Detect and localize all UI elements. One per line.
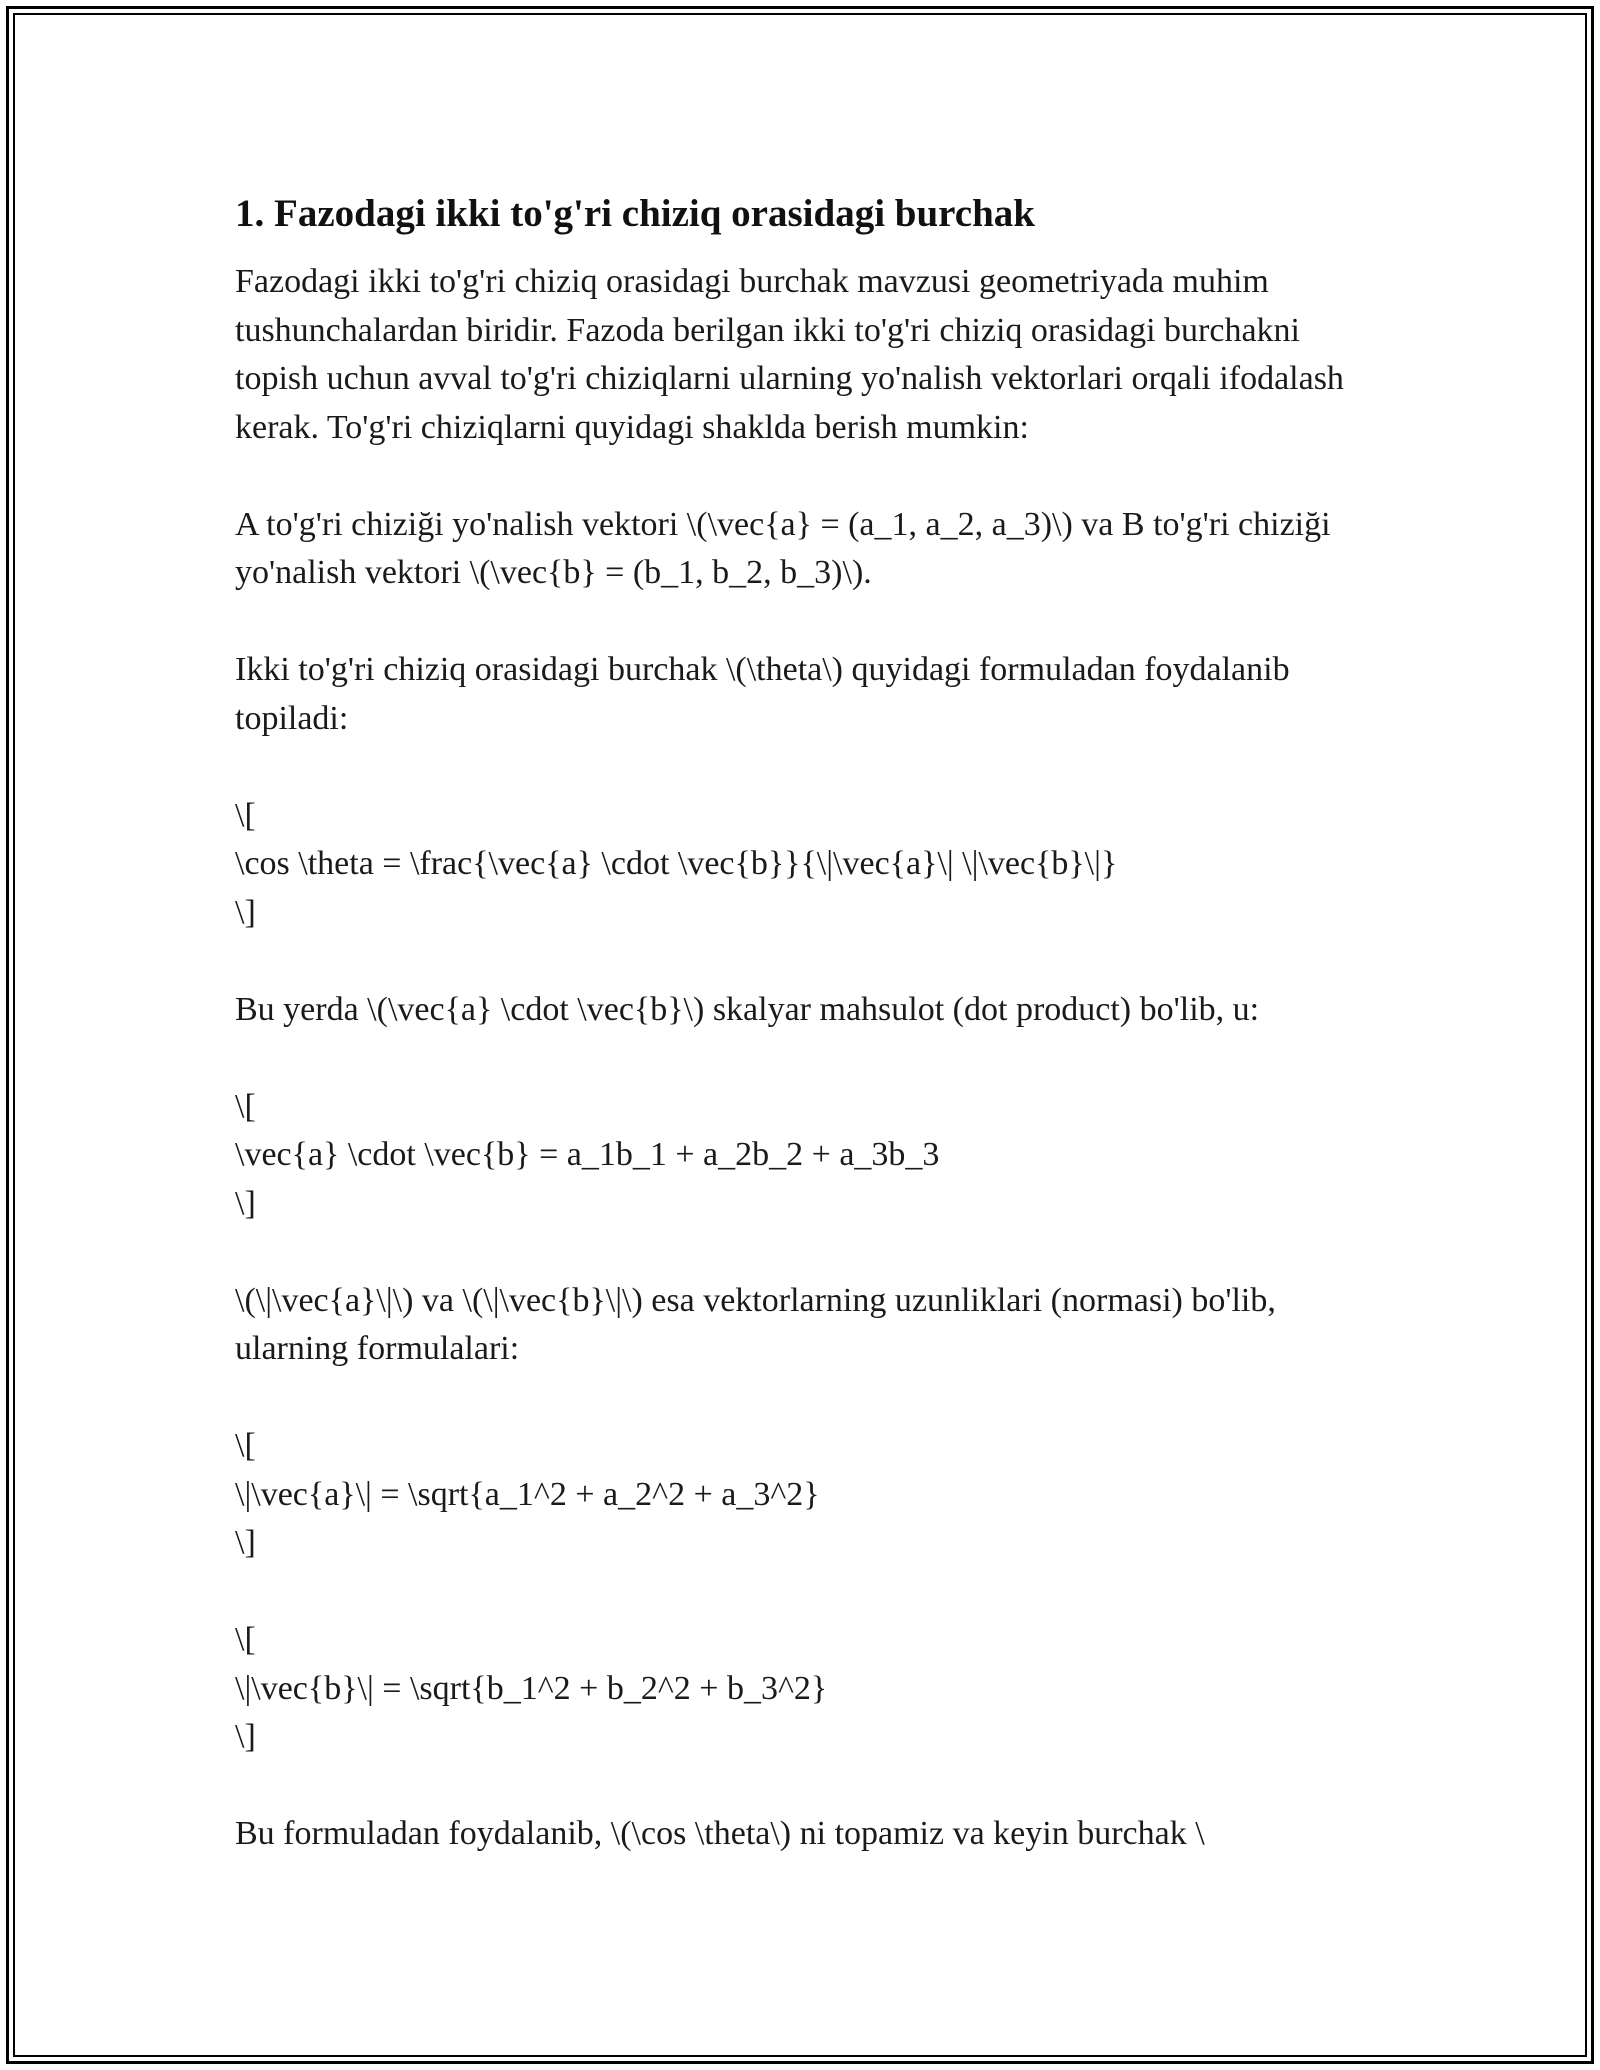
formula-close: \]	[235, 1718, 256, 1755]
norm-intro-paragraph: \(\|\vec{a}\|\) va \(\|\vec{b}\|\) esa vektorlarning uzunliklari (normasi) bo'lib, ularning formulalari:	[235, 1281, 1276, 1367]
norm-b-formula: \|\vec{b}\| = \sqrt{b_1^2 + b_2^2 + b_3^2}	[235, 1669, 828, 1707]
formula-open: \[	[235, 1621, 256, 1658]
dot-product-formula: \vec{a} \cdot \vec{b} = a_1b_1 + a_2b_2 + a_3b_3	[235, 1136, 940, 1173]
formula-open: \[	[235, 1427, 256, 1464]
cosine-formula: \cos \theta = \frac{\vec{a} \cdot \vec{b}}{\|\vec{a}\| \|\vec{b}\|}	[235, 845, 1118, 882]
norm-b-formula-block	[235, 1616, 1385, 1762]
vectors-paragraph: A to'g'ri chiziği yo'nalish vektori \(\vec{a} = (a_1, a_2, a_3)\) va B to'g'ri chiziği yo'nalish vektori \(\vec{b} = (b_1, b_2, b_3)\).	[235, 505, 1331, 591]
document-body	[235, 188, 1385, 1907]
formula-open: \[	[235, 1087, 256, 1125]
formula-close: \]	[235, 1524, 256, 1561]
dot-product-formula-block	[235, 1083, 1385, 1229]
dot-intro-paragraph: Bu yerda \(\vec{a} \cdot \vec{b}\) skalyar mahsulot (dot product) bo'lib, u:	[235, 990, 1260, 1028]
closing-paragraph: Bu formuladan foydalanib, \(\cos \theta\) ni topamiz va keyin burchak \	[235, 1815, 1205, 1852]
section-heading: 1. Fazodagi ikki to'g'ri chiziq orasidagi burchak	[235, 192, 1035, 235]
formula-open: \[	[235, 796, 256, 834]
norm-a-formula-block	[235, 1422, 1385, 1568]
angle-intro-paragraph: Ikki to'g'ri chiziq orasidagi burchak \(\theta\) quyidagi formuladan foydalanib topiladi:	[235, 651, 1290, 737]
formula-close: \]	[235, 893, 256, 931]
cosine-formula-block	[235, 792, 1385, 938]
formula-close: \]	[235, 1184, 256, 1222]
norm-a-formula: \|\vec{a}\| = \sqrt{a_1^2 + a_2^2 + a_3^2}	[235, 1475, 820, 1513]
intro-paragraph: Fazodagi ikki to'g'ri chiziq orasidagi burchak mavzusi geometriyada muhim tushunchalardan biridir. Fazoda berilgan ikki to'g'ri chiziq orasidagi burchakni topish uchun avval to'g'ri chiziqlarni ularning yo'nalish vektorlari orqali ifodalash kerak. To'g'ri chiziqlarni quyidagi shaklda berish mumkin:	[235, 263, 1344, 446]
